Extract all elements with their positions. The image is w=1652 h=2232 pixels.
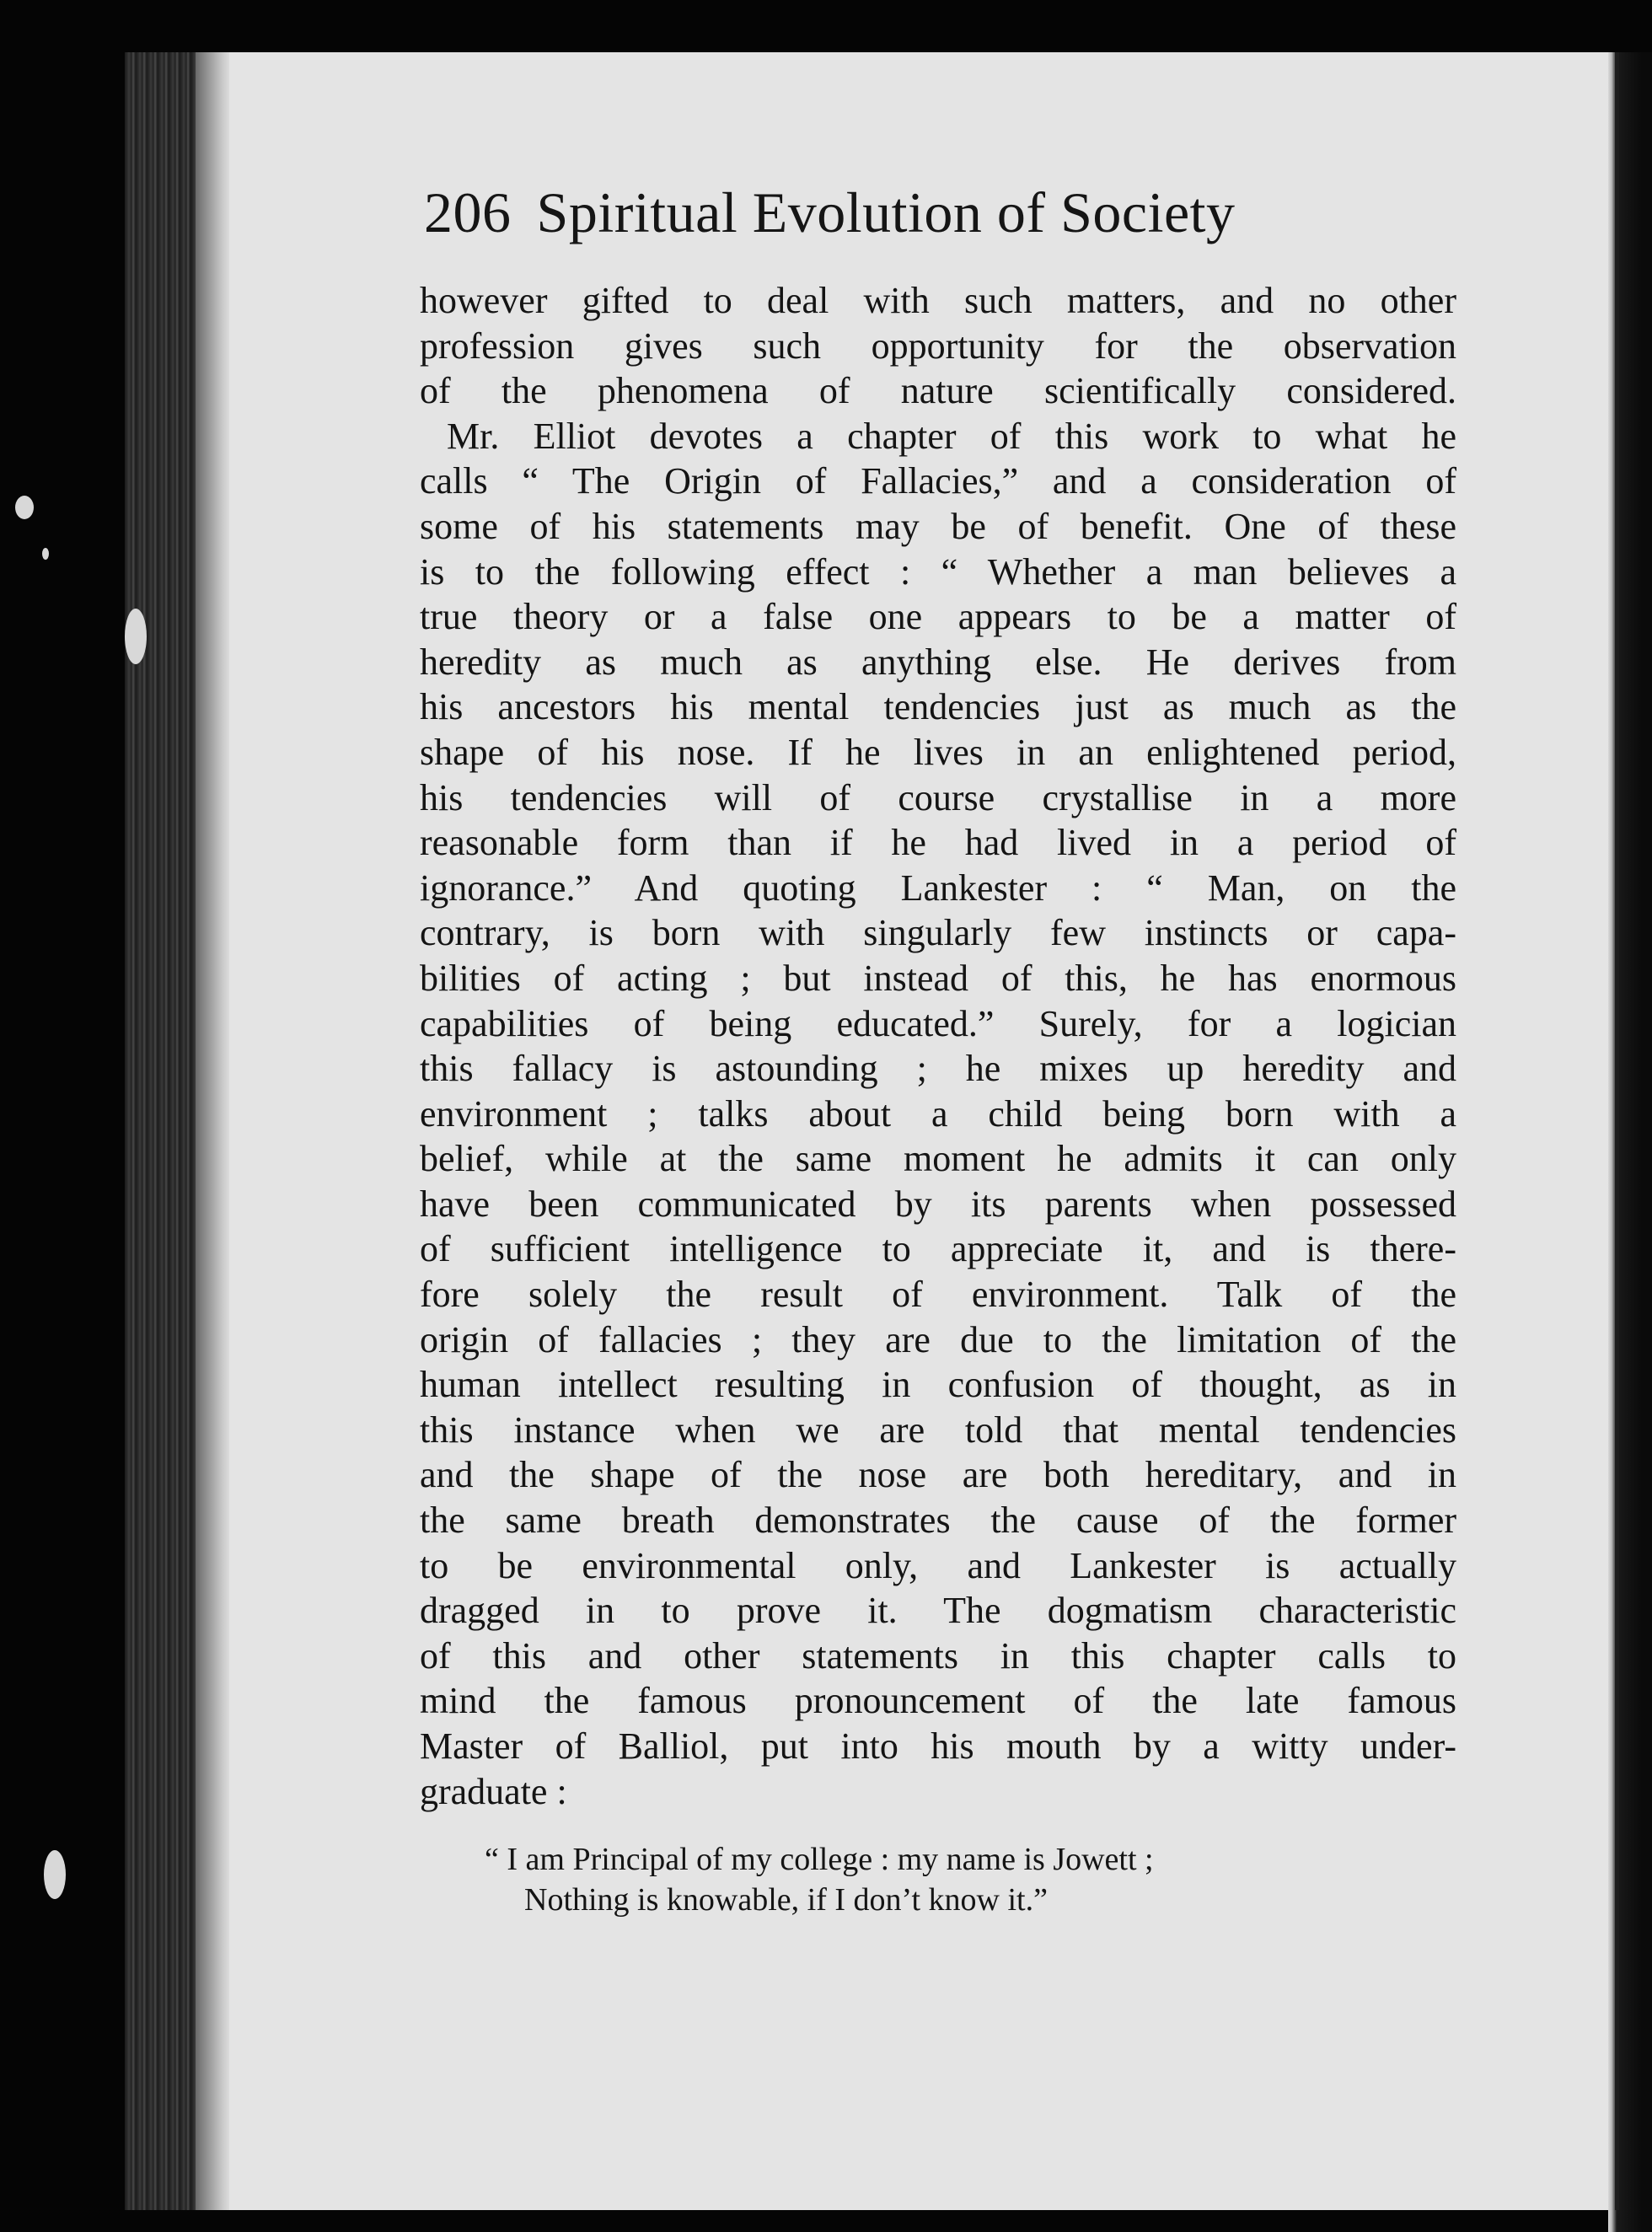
- text-line: however gifted to deal with such matters, and no other: [420, 280, 1456, 321]
- text-line: some of his statements may be of benefit. One of these: [420, 505, 1456, 547]
- text-line: shape of his nose. If he lives in an enlightened period,: [420, 731, 1456, 773]
- text-line: have been communicated by its parents when possessed: [420, 1183, 1456, 1225]
- text-line: bilities of acting ; but instead of this, he has enormous: [420, 957, 1456, 999]
- page-number: 206: [424, 180, 512, 244]
- verse-quotation: [485, 1839, 1429, 1920]
- margin-speck: [44, 1850, 66, 1899]
- text-line: of sufficient intelligence to appreciate it, and is there-: [420, 1228, 1456, 1270]
- text-line: graduate :: [420, 1770, 567, 1812]
- text-line: calls “ The Origin of Fallacies,” and a consideration of: [420, 460, 1456, 502]
- text-line: Mr. Elliot devotes a chapter of this work to what he: [447, 415, 1456, 457]
- text-line: human intellect resulting in confusion of thought, as in: [420, 1364, 1456, 1406]
- text-line: Master of Balliol, put into his mouth by a witty under-: [420, 1725, 1456, 1767]
- running-head: [424, 180, 1419, 257]
- text-line: profession gives such opportunity for the observation: [420, 325, 1456, 367]
- book-page-edges-highlight: [196, 52, 229, 2210]
- text-line: of the phenomena of nature scientifically considered.: [420, 370, 1456, 412]
- body-text: [420, 278, 1456, 1814]
- text-line: the same breath demonstrates the cause of the former: [420, 1500, 1456, 1542]
- text-line: this instance when we are told that mental tendencies: [420, 1408, 1456, 1451]
- text-line: true theory or a false one appears to be a matter of: [420, 596, 1456, 638]
- text-line: dragged in to prove it. The dogmatism characteristic: [420, 1590, 1456, 1632]
- text-line: and the shape of the nose are both hereditary, and in: [420, 1454, 1456, 1496]
- text-line: reasonable form than if he had lived in a period of: [420, 822, 1456, 864]
- margin-speck: [42, 548, 49, 560]
- text-line: this fallacy is astounding ; he mixes up heredity and: [420, 1048, 1456, 1090]
- text-line: belief, while at the same moment he admits it can only: [420, 1138, 1456, 1180]
- text-line: heredity as much as anything else. He derives from: [420, 641, 1456, 683]
- text-line: his ancestors his mental tendencies just as much as the: [420, 686, 1456, 728]
- running-title: Spiritual Evolution of Society: [536, 180, 1236, 244]
- text-line: his tendencies will of course crystallise in a more: [420, 776, 1456, 818]
- text-line: origin of fallacies ; they are due to the limitation of the: [420, 1318, 1456, 1360]
- gutter-line: [1615, 52, 1619, 2210]
- text-line: capabilities of being educated.” Surely, for a logician: [420, 1002, 1456, 1044]
- text-line: is to the following effect : “ Whether a man believes a: [420, 550, 1456, 593]
- text-line: to be environmental only, and Lankester is actually: [420, 1544, 1456, 1586]
- text-line: mind the famous pronouncement of the late famous: [420, 1680, 1456, 1722]
- text-line: of this and other statements in this chapter calls to: [420, 1634, 1456, 1677]
- margin-speck: [125, 609, 147, 664]
- margin-speck: [15, 496, 34, 519]
- text-line: environment ; talks about a child being born with a: [420, 1092, 1456, 1135]
- verse-line: Nothing is knowable, if I don’t know it.”: [524, 1882, 1048, 1918]
- text-line: contrary, is born with singularly few instincts or capa-: [420, 912, 1456, 954]
- verse-line: “ I am Principal of my college : my name is Jowett ;: [485, 1842, 1154, 1877]
- text-line: ignorance.” And quoting Lankester : “ Man, on the: [420, 867, 1456, 909]
- text-line: fore solely the result of environment. Talk of the: [420, 1274, 1456, 1316]
